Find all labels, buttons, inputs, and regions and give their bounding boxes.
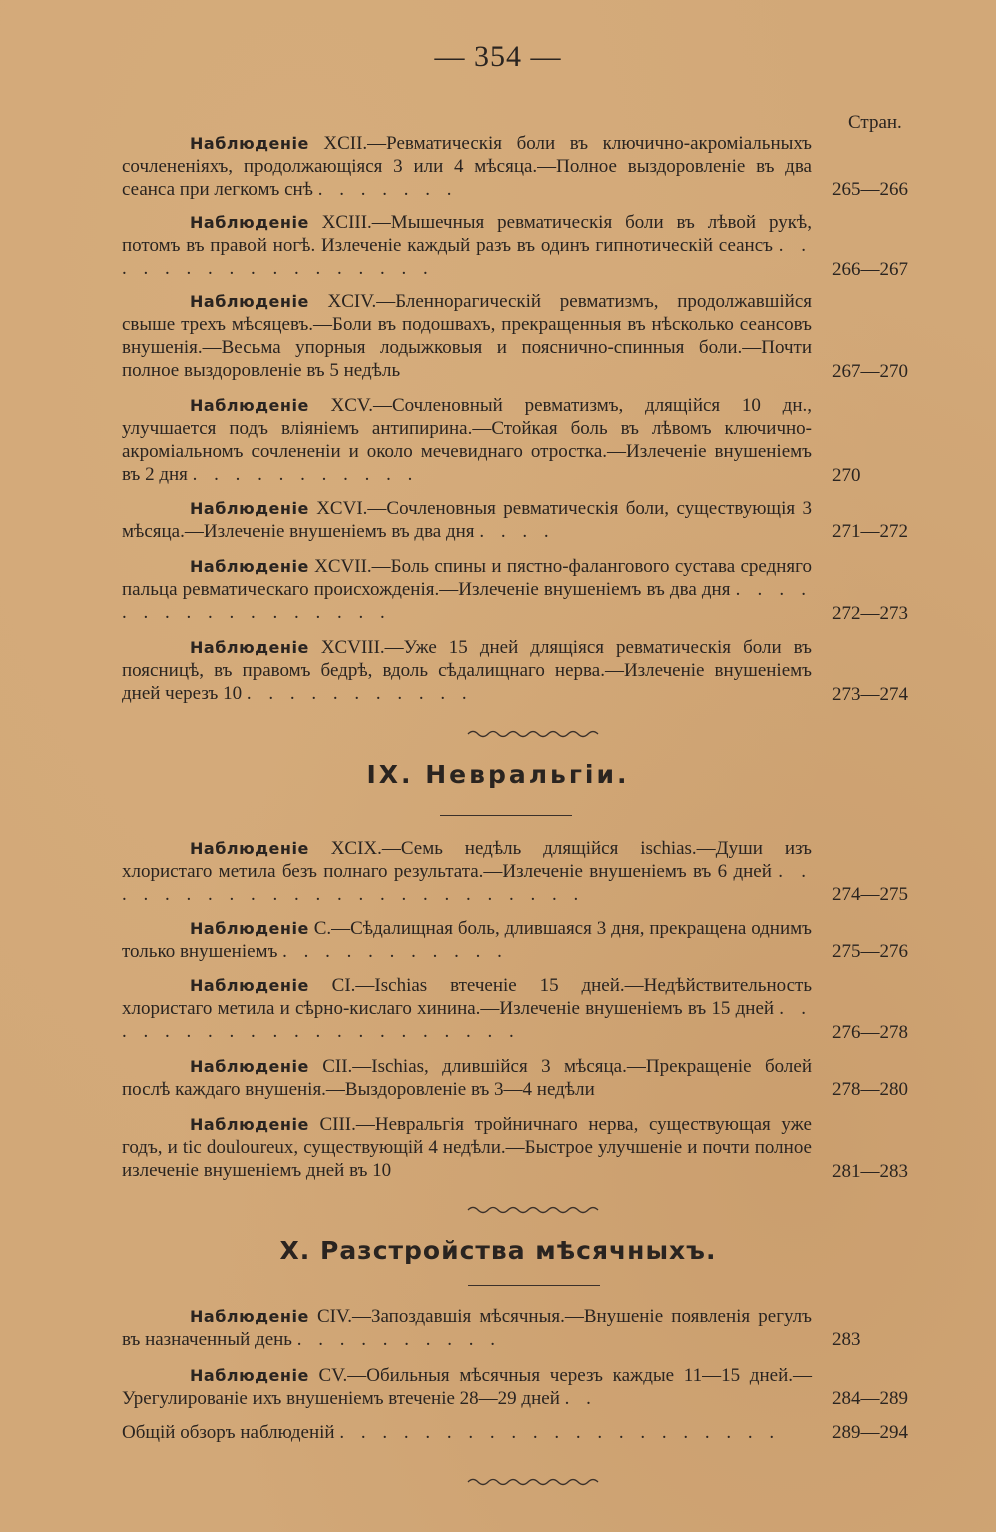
entry-lead: Наблюденіе — [190, 292, 309, 311]
entry-lead: Наблюденіе — [190, 134, 309, 153]
toc-entry-xcvi[interactable] — [122, 497, 812, 543]
entry-pages: 272—273 — [832, 603, 908, 624]
toc-entry-ci[interactable] — [122, 974, 812, 1043]
entry-description: XCVII.—Боль спины и пястно-фалангового сустава средняго пальца ревматическаго происхожденія.—Излеченіе внушеніемъ въ два дня — [122, 556, 812, 600]
entry-text — [122, 917, 812, 963]
leader-dots: . . . . . . . . . . . — [192, 464, 419, 485]
entry-description: XCIII.—Мышечныя ревматическія боли въ лѣвой рукѣ, потомъ въ правой ногѣ. Излеченіе каждый разъ въ одинъ гипнотическій сеансъ — [122, 212, 812, 256]
entry-pages: 266—267 — [832, 259, 908, 280]
entry-description: CIII.—Невральгія тройничнаго нерва, существующая уже годъ, и tic douloureux, существующій 4 недѣли.—Быстрое улучшеніе и почти полное излеченіе внушеніемъ дней въ 10 — [122, 1114, 812, 1181]
wavy-ornament — [466, 1204, 606, 1216]
entry-lead: Наблюденіе — [190, 919, 309, 938]
entry-lead: Наблюденіе — [190, 638, 309, 657]
section-rule — [440, 815, 572, 816]
wavy-ornament — [466, 728, 606, 740]
entry-pages: 267—270 — [832, 361, 908, 382]
entry-text — [122, 555, 812, 624]
entry-lead: Наблюденіе — [190, 213, 309, 232]
pages-column-header: Стран. — [848, 112, 902, 133]
entry-description: CI.—Ischias втеченіе 15 дней.—Недѣйствительность хлористаго метила и сѣрно-кислаго хинина.—Излеченіе внушеніемъ въ 15 дней — [122, 975, 812, 1019]
entry-pages: 284—289 — [832, 1388, 908, 1409]
entry-text — [122, 974, 812, 1043]
wavy-ornament — [466, 1476, 606, 1488]
entry-description: XCIV.—Бленнорагическій ревматизмъ, продолжавшійся свыше трехъ мѣсяцевъ.—Боли въ подошвахъ, прекращенныя въ нѣсколько сеансовъ внушенія.—Весьма упорныя лодыжковыя и пояснично-спинныя боли.—Почти полное выздоровленіе въ 5 недѣль — [122, 291, 812, 381]
entry-text — [122, 1364, 812, 1410]
entry-text — [122, 1305, 812, 1351]
toc-entry-xcviii[interactable] — [122, 636, 812, 705]
entry-text — [122, 211, 812, 280]
toc-entry-xciv[interactable] — [122, 290, 812, 382]
leader-dots: . . — [564, 1388, 597, 1409]
entry-pages: 281—283 — [832, 1161, 908, 1182]
entry-description: XCIX.—Семь недѣль длящійся ischias.—Души изъ хлористаго метила безъ полнаго результата.—Излеченіе внушеніемъ въ 6 дней — [122, 838, 812, 882]
entry-description: XCII.—Ревматическія боли въ ключично-акроміальныхъ сочлененіяхъ, продолжающіяся 3 или 4 мѣсяца.—Полное выздоровленіе въ два сеанса при легкомъ снѣ — [122, 133, 812, 200]
entry-pages: 265—266 — [832, 179, 908, 200]
entry-description: XCVI.—Сочленовныя ревматическія боли, существующія 3 мѣсяца.—Излеченіе внушеніемъ въ два дня — [122, 498, 812, 542]
toc-entry-summary[interactable] — [122, 1421, 812, 1444]
entry-text — [122, 636, 812, 705]
entry-text — [122, 1113, 812, 1182]
toc-entry-xcix[interactable] — [122, 837, 812, 906]
entry-lead: Наблюденіе — [190, 1307, 309, 1326]
leader-dots: . . . . . . . . . . — [296, 1329, 501, 1350]
entry-description: C.—Сѣдалищная боль, длившаяся 3 дня, прекращена однимъ только внушеніемъ — [122, 918, 812, 962]
entry-lead: Наблюденіе — [190, 1366, 309, 1385]
entry-pages: 270 — [832, 465, 861, 486]
entry-text — [122, 290, 812, 382]
entry-lead: Наблюденіе — [190, 839, 309, 858]
entry-description: XCVIII.—Уже 15 дней длящіяся ревматическія боли въ поясницѣ, въ правомъ бедрѣ, вдоль сѣдалищнаго нерва.—Излеченіе внушеніемъ дней черезъ 10 — [122, 637, 812, 704]
entry-text — [122, 1421, 812, 1444]
leader-dots: . . . . . . . . . . . . . . . . . . . . . — [122, 998, 813, 1042]
leader-dots: . . . . . . . . . . . — [282, 941, 508, 962]
leader-dots: . . . . . . . . . . . . . . . . . — [122, 579, 813, 623]
entry-pages: 278—280 — [832, 1079, 908, 1100]
toc-entry-xcvii[interactable] — [122, 555, 812, 624]
entry-description: XCV.—Сочленовный ревматизмъ, длящійся 10 дн., улучшается подъ вліяніемъ антипирина.—Стойкая боль въ лѣвомъ ключично-акроміальномъ сочлененіи и около мечевиднаго отростка.—Излеченіе внушеніемъ въ 2 дня — [122, 395, 812, 485]
toc-entry-xcii[interactable] — [122, 132, 812, 201]
toc-entry-cv[interactable] — [122, 1364, 812, 1410]
entry-pages: 275—276 — [832, 941, 908, 962]
entry-text — [122, 394, 812, 486]
page-number: — 354 — — [434, 40, 562, 73]
section-rule — [468, 1285, 600, 1286]
entry-text — [122, 132, 812, 201]
entry-pages: 289—294 — [832, 1422, 908, 1443]
toc-entry-cii[interactable] — [122, 1055, 812, 1101]
summary-text: Общій обзоръ наблюденій — [122, 1422, 335, 1443]
leader-dots: . . . . . . . — [317, 179, 458, 200]
entry-text — [122, 1055, 812, 1101]
entry-pages: 276—278 — [832, 1022, 908, 1043]
section-title-neuralgia: IX. Невральгіи. — [366, 760, 630, 789]
entry-pages: 274—275 — [832, 884, 908, 905]
entry-description: CV.—Обильныя мѣсячныя черезъ каждые 11—15 дней.—Урегулированіе ихъ внушеніемъ втеченіе 28—29 дней — [122, 1365, 812, 1409]
leader-dots: . . . . . . . . . . . . . . . . . . . . . . . . — [122, 861, 812, 905]
entry-pages: 273—274 — [832, 684, 908, 705]
leader-dots: . . . . . . . . . . . . . . . . . — [122, 235, 813, 279]
entry-description: CII.—Ischias, длившійся 3 мѣсяца.—Прекращеніе болей послѣ каждаго внушенія.—Выздоровленіе въ 3—4 недѣли — [122, 1056, 812, 1100]
leader-dots: . . . . . . . . . . . — [246, 683, 473, 704]
toc-entry-xciii[interactable] — [122, 211, 812, 280]
entry-lead: Наблюденіе — [190, 557, 309, 576]
entry-text — [122, 497, 812, 543]
entry-lead: Наблюденіе — [190, 1115, 309, 1134]
entry-text — [122, 837, 812, 906]
section-title-menses: X. Разстройства мѣсячныхъ. — [279, 1236, 717, 1265]
leader-dots: . . . . . . . . . . . . . . . . . . . . . — [339, 1422, 781, 1443]
entry-lead: Наблюденіе — [190, 396, 309, 415]
entry-lead: Наблюденіе — [190, 976, 309, 995]
toc-entry-civ[interactable] — [122, 1305, 812, 1351]
toc-entry-xcv[interactable] — [122, 394, 812, 486]
entry-lead: Наблюденіе — [190, 1057, 309, 1076]
toc-entry-ciii[interactable] — [122, 1113, 812, 1182]
entry-description: CIV.—Запоздавшія мѣсячныя.—Внушеніе появленія регулъ въ назначенный день — [122, 1306, 812, 1350]
toc-entry-c[interactable] — [122, 917, 812, 963]
entry-lead: Наблюденіе — [190, 499, 309, 518]
entry-pages: 283 — [832, 1329, 861, 1350]
leader-dots: . . . . — [479, 521, 555, 542]
entry-pages: 271—272 — [832, 521, 908, 542]
